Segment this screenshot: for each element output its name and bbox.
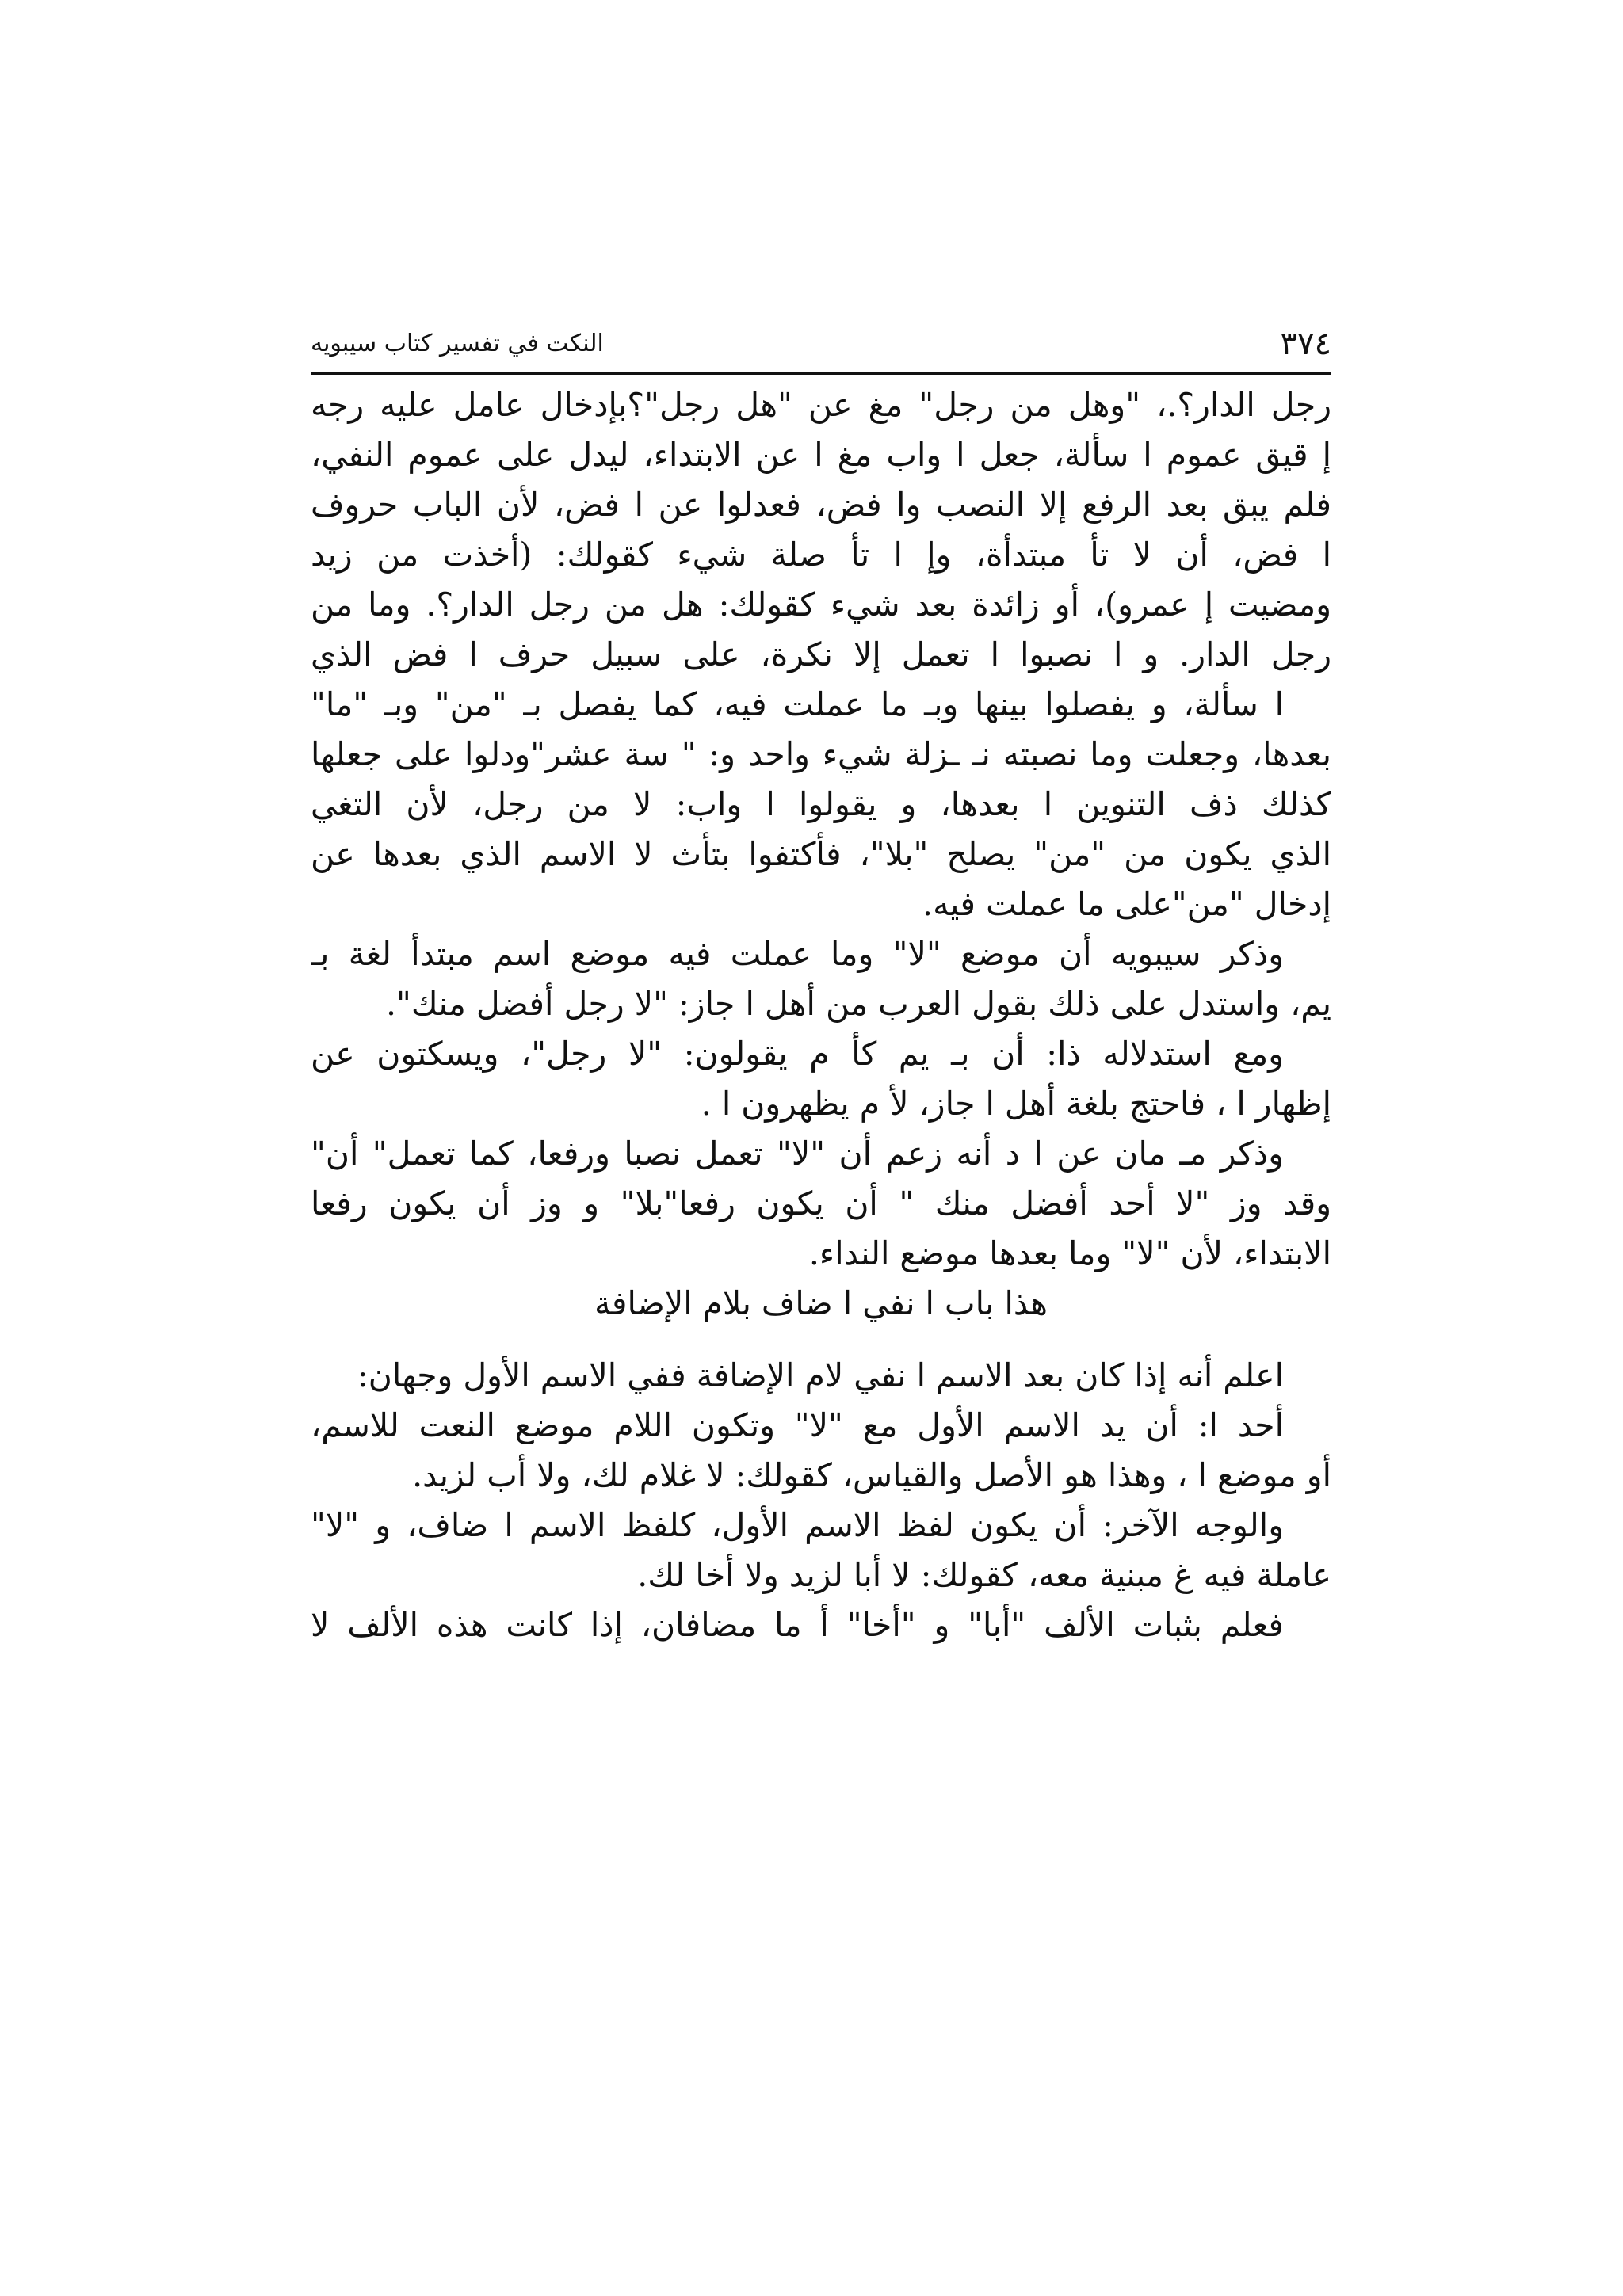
running-title: النكت في تفسير كتاب سيبويه [311,330,604,357]
text-line: أحد ا: أن يد الاسم الأول مع "لا" وتكون اللام موضع النعت للاسم، [311,1406,1284,1444]
text-line: وقد وز "لا أحد أفضل منك " أن يكون رفعا"بلا" و وز أن يكون رفعا [311,1184,1331,1222]
body-text [311,380,1331,1650]
text-line: فلم يبق بعد الرفع إلا النصب وا فض، فعدلوا عن ا فض، لأن الباب حروف [311,486,1331,524]
text-line: أو موضع ا ، وهذا هو الأصل والقياس، كقولك: لا غلام لك، ولا أب لزيد. [412,1456,1331,1494]
text-line: رجل الدار؟.، "وهل من رجل" مغ عن "هل رجل"؟بإدخال عامل عليه رجه [311,386,1331,424]
text-line: اعلم أنه إذا كان بعد الاسم ا نفي لام الإضافة ففي الاسم الأول وجهان: [357,1356,1284,1394]
text-line: رجل الدار. و ا نصبوا ا تعمل إلا نكرة، على سبيل حرف ا فض الذي [311,635,1331,673]
header-rule [311,372,1331,375]
page-header [311,320,1331,368]
text-line: بعدها، وجعلت وما نصبته نـ ـزلة شيء واحد و: " سة عشر"ودلوا على جعلها [311,735,1331,773]
paragraph [311,1600,1331,1650]
text-line: إدخال "من"على ما عملت فيه. [922,885,1331,923]
section-heading: هذا باب ا نفي ا ضاف بلام الإضافة [594,1284,1048,1322]
paragraph [311,1129,1331,1279]
text-line: ومضيت إ عمرو)، أو زائدة بعد شيء كقولك: هل من رجل الدار؟. وما من [311,585,1331,624]
paragraph [311,1401,1331,1501]
paragraph [311,929,1331,1029]
text-line: إظهار ا ، فاحتج بلغة أهل ا جاز، لأ م يظهرون ا . [701,1085,1331,1123]
text-line: الابتداء، لأن "لا" وما بعدها موضع النداء. [808,1234,1331,1272]
text-line: إ قيق عموم ا سألة، جعل ا واب مغ ا عن الابتداء، ليدل على عموم النفي، [311,436,1331,474]
text-line: عاملة فيه غ مبنية معه، كقولك: لا أبا لزيد ولا أخا لك. [637,1556,1331,1594]
paragraph [311,1501,1331,1600]
text-line: ا فض، أن لا تأ مبتدأة، وإ ا تأ صلة شيء كقولك: (أخذت من زيد [311,536,1331,574]
page-number: ٣٧٤ [1280,326,1331,362]
text-line: الذي يكون من "من" يصلح "بلا"، فأكتفوا بتأث لا الاسم الذي بعدها عن [311,835,1331,873]
paragraph [311,1029,1331,1129]
text-line: فعلم بثبات الألف "أبا" و "أخا" أ ما مضافان، إذا كانت هذه الألف لا [311,1606,1284,1644]
text-line: كذلك ذف التنوين ا بعدها، و يقولوا ا واب: لا من رجل، لأن التغي [311,785,1331,823]
text-line: وذكر سيبويه أن موضع "لا" وما عملت فيه موضع اسم مبتدأ لغة بـ [311,935,1284,973]
text-line: والوجه الآخر: أن يكون لفظ الاسم الأول، كلفظ الاسم ا ضاف، و "لا" [311,1506,1284,1544]
text-line: يم، واستدل على ذلك بقول العرب من أهل ا جاز: "لا رجل أفضل منك". [386,985,1331,1023]
text-line: ا سألة، و يفصلوا بينها وبـ ما عملت فيه، كما يفصل بـ "من" وبـ "ما" [311,685,1284,723]
text-line: وذكر مـ مان عن ا د أنه زعم أن "لا" تعمل نصبا ورفعا، كما تعمل" أن" [311,1135,1284,1173]
paragraph [311,380,1331,929]
text-line: ومع استدلاله ذا: أن بـ يم كأ م يقولون: "لا رجل"، ويسكتون عن [311,1035,1284,1073]
paragraph [311,1351,1331,1401]
